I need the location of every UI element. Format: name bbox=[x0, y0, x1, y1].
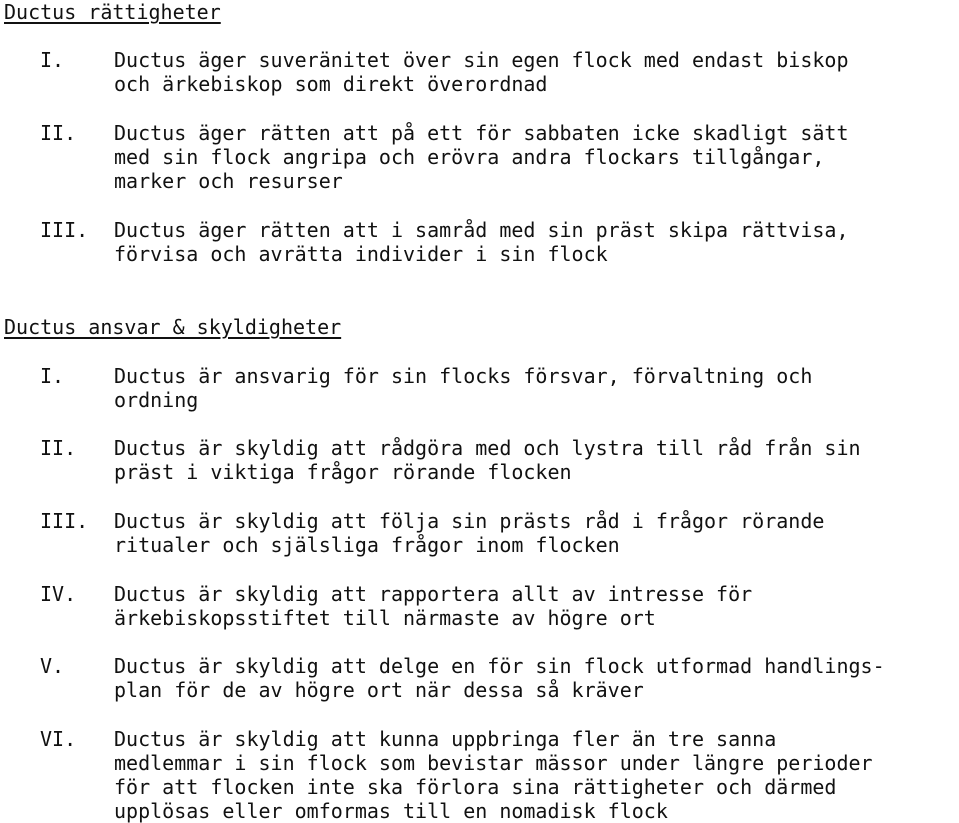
item-text bbox=[114, 121, 955, 193]
item-text-line: Ductus är skyldig att rapportera allt av intresse för bbox=[114, 582, 753, 606]
item-text bbox=[114, 364, 955, 412]
item-numeral: V. bbox=[40, 654, 65, 678]
item-numeral: III. bbox=[40, 509, 89, 533]
item-text bbox=[114, 218, 955, 266]
item-text-line: upplösas eller omformas till en nomadisk flock bbox=[114, 799, 668, 823]
item-text-line: ritualer och själsliga frågor inom flocken bbox=[114, 533, 620, 557]
item-text-line: Ductus är skyldig att kunna uppbringa fler än tre sanna bbox=[114, 727, 777, 751]
item-text-line: och ärkebiskop som direkt överordnad bbox=[114, 72, 548, 96]
section-heading-rights: Ductus rättigheter bbox=[4, 0, 221, 24]
item-text bbox=[114, 48, 955, 96]
item-text-line: med sin flock angripa och erövra andra flockars tillgångar, bbox=[114, 145, 825, 169]
item-numeral: VI. bbox=[40, 727, 77, 751]
item-text-line: Ductus är skyldig att följa sin prästs råd i frågor rörande bbox=[114, 509, 825, 533]
item-text-line: Ductus är skyldig att rådgöra med och lystra till råd från sin bbox=[114, 436, 861, 460]
section-heading-responsibilities: Ductus ansvar & skyldigheter bbox=[4, 315, 342, 339]
item-numeral: II. bbox=[40, 436, 77, 460]
item-text bbox=[114, 436, 955, 484]
item-text-line: Ductus är skyldig att delge en för sin flock utformad handlings- bbox=[114, 654, 885, 678]
item-text bbox=[114, 509, 955, 557]
item-text-line: präst i viktiga frågor rörande flocken bbox=[114, 460, 572, 484]
item-text bbox=[114, 582, 955, 630]
item-numeral: IV. bbox=[40, 582, 77, 606]
item-text bbox=[114, 654, 955, 702]
item-text-line: medlemmar i sin flock som bevistar mässor under längre perioder bbox=[114, 751, 873, 775]
item-text-line: ärkebiskopsstiftet till närmaste av högre ort bbox=[114, 606, 656, 630]
item-numeral: III. bbox=[40, 218, 89, 242]
item-text-line: Ductus äger suveränitet över sin egen flock med endast biskop bbox=[114, 48, 849, 72]
item-text-line: Ductus är ansvarig för sin flocks försvar, förvaltning och bbox=[114, 364, 813, 388]
item-text-line: för att flocken inte ska förlora sina rättigheter och därmed bbox=[114, 775, 837, 799]
item-text-line: plan för de av högre ort när dessa så kräver bbox=[114, 678, 644, 702]
item-text-line: Ductus äger rätten att på ett för sabbaten icke skadligt sätt bbox=[114, 121, 849, 145]
item-text-line: förvisa och avrätta individer i sin flock bbox=[114, 242, 608, 266]
item-text bbox=[114, 727, 955, 823]
item-numeral: I. bbox=[40, 364, 65, 388]
item-numeral: I. bbox=[40, 48, 65, 72]
item-text-line: Ductus äger rätten att i samråd med sin präst skipa rättvisa, bbox=[114, 218, 849, 242]
item-numeral: II. bbox=[40, 121, 77, 145]
item-text-line: ordning bbox=[114, 388, 199, 412]
item-text-line: marker och resurser bbox=[114, 169, 343, 193]
